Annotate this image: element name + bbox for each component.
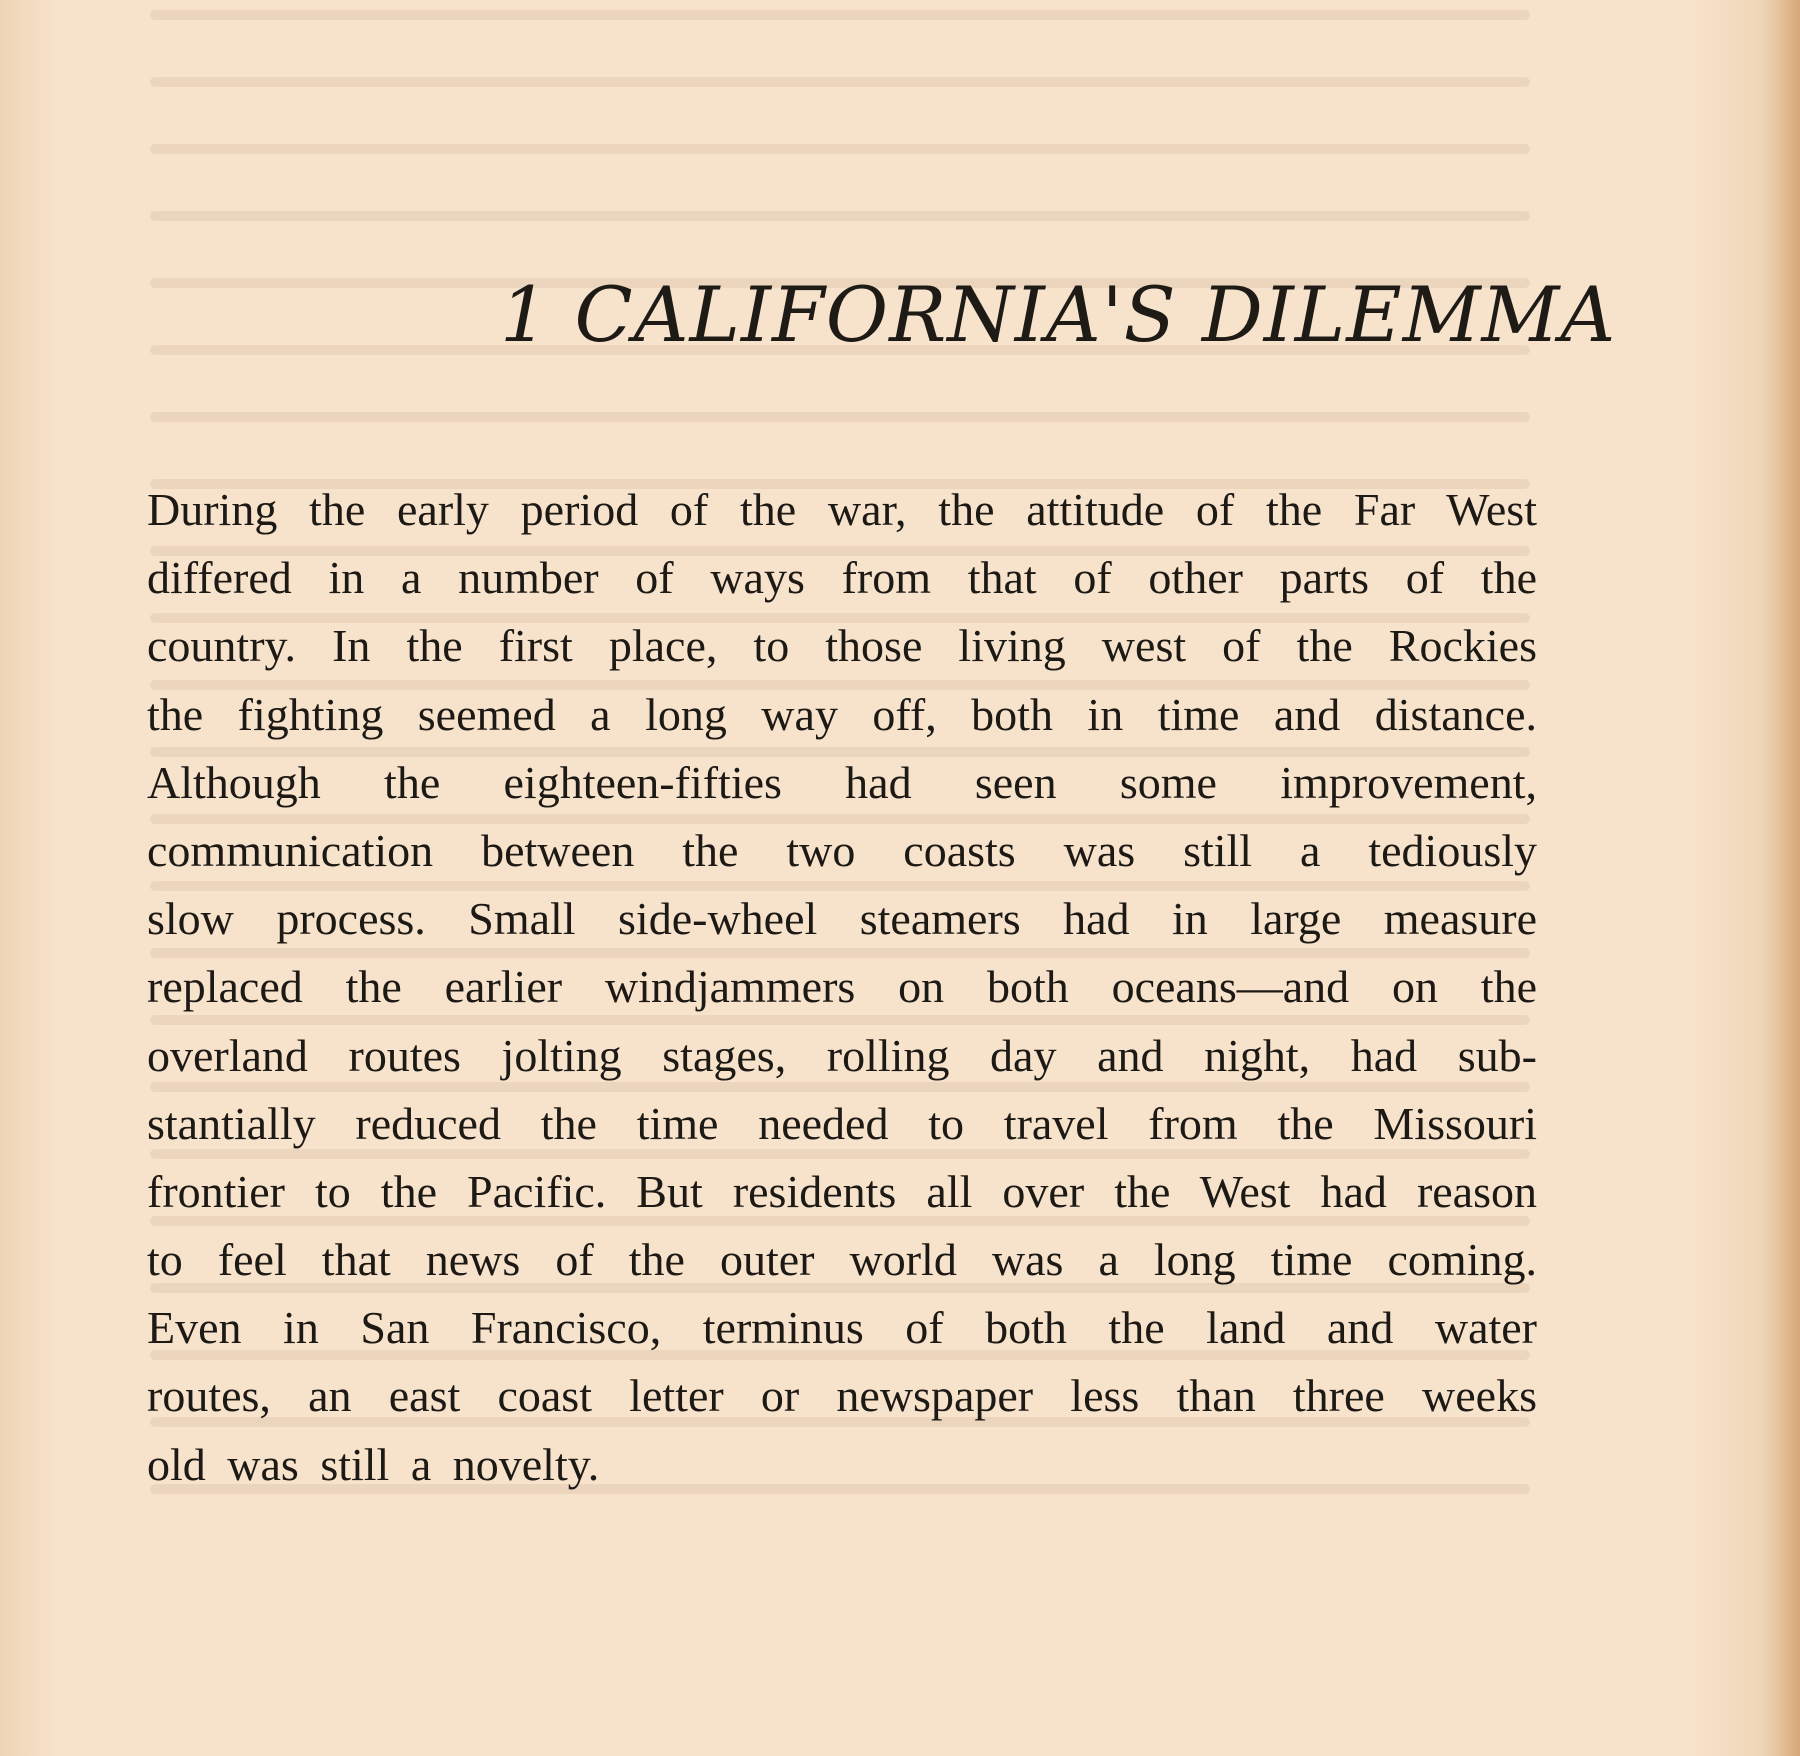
text-line: stantially reduced the time needed to travel from the Missouri: [147, 1097, 1537, 1149]
text-line: communication between the two coasts was still a tediously: [147, 824, 1537, 876]
chapter-title: 1 CALIFORNIA'S DILEMMA: [500, 270, 1617, 359]
text-line: Even in San Francisco, terminus of both the land and water: [147, 1302, 1537, 1354]
text-line: During the early period of the war, the attitude of the Far West: [147, 484, 1537, 535]
text-line: differed in a number of ways from that of other parts of the: [147, 552, 1537, 604]
text-line: replaced the earlier windjammers on both oceans—and on the: [147, 961, 1537, 1013]
text-line: frontier to the Pacific. But residents all over the West had reason: [147, 1165, 1537, 1217]
text-line-last: old was still a novelty.: [147, 1438, 600, 1490]
text-line: the fighting seemed a long way off, both in time and distance.: [147, 688, 1537, 740]
text-line: overland routes jolting stages, rolling day and night, had sub-: [147, 1029, 1537, 1081]
text-line: country. In the first place, to those living west of the Rockies: [147, 620, 1537, 672]
text-line: Although the eighteen-fifties had seen some improvement,: [147, 756, 1537, 808]
text-line: slow process. Small side-wheel steamers had in large measure: [147, 893, 1537, 945]
body-paragraph: [147, 476, 1537, 1499]
text-line: to feel that news of the outer world was a long time coming.: [147, 1234, 1537, 1286]
page-edge: [1778, 0, 1800, 1756]
text-line: routes, an east coast letter or newspaper less than three weeks: [147, 1370, 1537, 1422]
